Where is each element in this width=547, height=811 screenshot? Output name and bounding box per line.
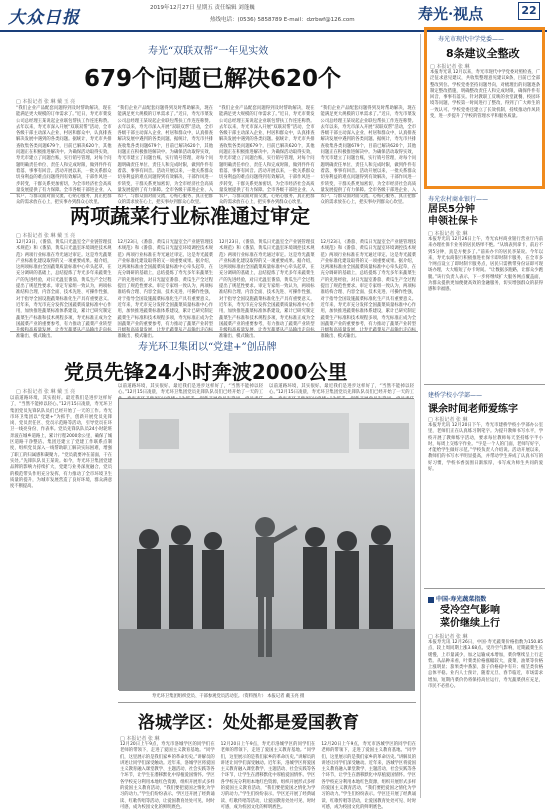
story4-byline: □ 本报记者 张 琳 xyxy=(120,736,160,742)
newspaper-logo: 大众日报 xyxy=(8,8,80,28)
story1-column: “我们企业产品配套问题得到及时帮助解决，现在能满足更大规模的订单需求了。”近日，寿光市菜发公司总经理王某说起企业联包帮扶工作连连称赞。去年以来，寿光市深入开展“双联双帮”活动，全市各级干部主动深入企业、村居和群众中，认真排查解决发展中遇到的各类问题。据统计，寿光市共排查收集各类问题679个，目前已解决620个，其他问题正在积极推进解决中。为确保活动取得实效，寿光市建立了问题台账，实行销号管理，对每个问题明确责任单位、责任人和完成时限，做到件件有着落、事事有回音。活动开展以来，一批关系群众切身利益的难点问题得到有效解决，干部作风进一步转变，干群关系更加密切，为全市经济社会高质量发展提供了有力保障。全市各级干部进企业、入农户，与群众面对面交流，心贴心服务，真正把群众的需求放在心上，把实事办到群众心坎里。 xyxy=(117,106,213,206)
story4-column: 12月20日上午9点，寿光市洛城学区的同学们在老师的带领下，走进了爱国主义教育基地。“同学们，这里展示的是我们家乡的革命历史。”讲解员的讲述让同学们深受触动。近年来，洛城学区将爱国主义教育融入课堂教学、主题活动、社会实践等各个环节，让学生在潜移默化中厚植爱国情怀。学区各学校充分利用本地红色资源，组织开展形式多样的爱国主义教育活动，“我们要把爱国之情化为学习的动力。”学生们纷纷表示。学区还开展了经典诵读、红歌传唱等活动，让爱国教育处处可见、时时可感，成为校园文化的鲜明底色。 xyxy=(220,742,316,810)
story3-column: 以前道路环境，其实很好。最近我们是进步这样好了，“当然不能掉以轻心。”12月15日凌晨，寿光环卫集团党员先锋队队员们已经开始了一天的工作。寿光市环卫集团以“党建+”为抓手，创新开展党员先锋岗、党员责任区、党员示范路等活动，引导党员在环卫一线亮身份、作表率。党员先锋队队员24小时轮班奔波在城乡道路上，累计行程2000余公里，确保了城区道路干净整洁。集团还建立了党建工作联系点制度，组织党员深入一线帮助职工解决实际困难，增强了职工的归属感和凝聚力。“党员就要冲在前面，干在实处。”先锋队队员王某说。如今，寿光环卫集团党建品牌的影响力持续扩大，党建与业务深度融合，党员的模范带头作用充分发挥，有力推动了全市环境卫生质量的提升，为城市发展营造了良好环境，群众满意度不断提高。 xyxy=(10,396,112,490)
bullet-icon xyxy=(428,597,434,603)
story1-headline: 679个问题已解决620个 xyxy=(84,66,342,92)
story2-column: 12月23日，《番茄、黄瓜日光温室全产业链管理技术规范》和《番茄、黄瓜日光温室环境调控技术规范》两项行业标准在寿光通过审定。这是寿光蔬菜产业标准化建设取得的又一项重要成果。据介绍，这两项标准由全国蔬菜质量标准中心牵头起草，在充分调研的基础上，总结提炼了寿光多年来蔬菜生产的先进经验，对日光温室番茄、黄瓜生产全过程提出了规范性要求。审定专家组一致认为，两项标准结构合理、内容全面、技术先进、可操作性强，对于指导全国设施蔬菜标准化生产具有重要意义。近年来，寿光市充分发挥全国蔬菜质量标准中心作用，加快推进蔬菜标准体系建设，累计已研究制定蔬菜生产标准和技术规程多项，寿光标准正成为全国蔬菜产业的重要参考，有力推动了蔬菜产业转型 准输出、模式输出。 xyxy=(219,240,315,340)
story3-kicker: 寿光环卫集团以“党建+”创品牌 xyxy=(138,342,277,353)
section-title: 寿光·视点 xyxy=(418,5,484,23)
side4-headline: 受冷空气影响 菜价继续上行 xyxy=(440,605,500,629)
side1-byline: □ 本报记者 张 琳 xyxy=(430,64,470,70)
column-divider xyxy=(420,34,421,798)
divider xyxy=(424,384,545,385)
story4-headline: 洛城学区：处处都是爱国教育 xyxy=(138,713,359,733)
side4-kicker-text: 中国·寿光蔬菜指数 xyxy=(436,596,487,603)
story4-column: 12月20日上午9点，寿光市洛城学区的同学们在老师的带领下，走进了爱国主义教育基地。“同学们，这里展示的是我们家乡的革命历史。”讲解员的讲述让同学们深受触动。近年来，洛城学区将爱国主义教育融入课堂教学、主题活动、社会实践等各个环节，让学生在潜移默化中厚植爱国情怀。学区各学校充分利用本地红色资源，组织开展形式多样的爱国主义教育活动，“我们要把爱国之情化为学习的动力。”学生们纷纷表示。学区还开展了经典诵读、红歌传唱等活动，让爱国教育处处可见、时时可感，成为校园文化的鲜明底色。 xyxy=(120,742,215,810)
story2-column: 12月23日，《番茄、黄瓜日光温室全产业链管理技术规范》和《番茄、黄瓜日光温室环境调控技术规范》两项行业标准在寿光通过审定。这是寿光蔬菜产业标准化建设取得的又一项重要成果。据介绍，这两项标准由全国蔬菜质量标准中心牵头起草，在充分调研的基础上，总结提炼了寿光多年来蔬菜生产的先进经验，对日光温室番茄、黄瓜生产全过程提出了规范性要求。审定专家组一致认为，两项标准结构合理、内容全面、技术先进、可操作性强，对于指导全国设施蔬菜标准化生产具有重要意义。近年来，寿光市充分发挥全国蔬菜质量标准中心作用，加快推进蔬菜标准体系建设，累计已研究制定蔬菜生产标准和技术规程多项，寿光标准正成为全国蔬菜产业的重要参考，有力推动了蔬菜产业转型 准输出、模式输出。 xyxy=(320,240,416,340)
photo-caption: 寿光环卫集团组织党员、干部参观党员活动室。（资料图片） 本报记者 戴玉亮 摄 xyxy=(152,694,305,699)
story2-byline: □ 本报记者 张 琳 戴 玉 亮 xyxy=(16,233,76,239)
side2-body: 本报寿光讯 12月26日上午，寿光农村商业银行营业厅内前来办理社保卡业务的居民络绎不绝。“从填表到拿卡，前后不到5分钟，真是方便多了。”前来办卡的居民李某说。今年以来，寿光农商银行积极推进社保卡即时制卡服务，在全市多个网点设立了即时制卡服务点，居民只需携带身份证即可现场办理，大大缩短了办卡时间。“让数据多跑路，让群众少跑腿。”该行负责人表示，下一步将继续扩大服务网点覆盖面，为群众提供更加便捷高效的金融服务，切实增强群众的获得感和幸福感。 xyxy=(428,237,543,293)
story4-body xyxy=(120,742,417,810)
side2-kicker: 寿光农村商业银行—— xyxy=(428,196,489,203)
story2-headline: 两项蔬菜行业标准通过审定 xyxy=(70,204,310,228)
side3-kicker: 建桥学校小学部—— xyxy=(428,392,483,399)
story2-body xyxy=(16,240,416,340)
story1-column: “我们企业产品配套问题得到及时帮助解决，现在能满足更大规模的订单需求了。”近日，寿光市菜发公司总经理王某说起企业联包帮扶工作连连称赞。去年以来，寿光市深入开展“双联双帮”活动，全市各级干部主动深入企业、村居和群众中，认真排查解决发展中遇到的各类问题。据统计，寿光市共排查收集各类问题679个，目前已解决620个，其他问题正在积极推进解决中。为确保活动取得实效，寿光市建立了问题台账，实行销号管理，对每个问题明确责任单位、责任人和完成时限，做到件件有着落、事事有回音。活动开展以来，一批关系群众切身利益的难点问题得到有效解决，干部作风进一步转变，干群关系更加密切，为全市经济社会高质量发展提供了有力保障。全市各级干部进企业、入农户，与群众面对面交流，心贴心服务，真正把群众的需求放在心上，把实事办到群众心坎里。 xyxy=(320,106,416,206)
divider xyxy=(424,588,545,589)
side4-kicker xyxy=(428,594,486,603)
story1-byline: □ 本报记者 张 琳 戴 玉 亮 xyxy=(16,99,76,105)
side1-headline: 8条建议全整改 xyxy=(446,47,520,60)
side4-body: 本报寿光讯 12月26日，中国·寿光蔬菜价格指数为150.85点，较上周同期上涨3.68点。受冷空气影响，近期蔬菜生长缓慢，上市量减少，加之运输成本增加，菜价继续呈上行走势。从品种来看，叶菜类价格涨幅较大，菠菜、油菜等价格上涨明显；茄果类中番茄、茄子价格稳中有升；根茎类价格总体平稳。业内人士预计，随着元旦、春节临近，市场需求增加，短期内菜价仍将保持高位运行，寿光蔬菜供应充足，市民不必担心。 xyxy=(428,640,543,690)
story4-column: 12月20日上午9点，寿光市洛城学区的同学们在老师的带领下，走进了爱国主义教育基地。“同学们，这里展示的是我们家乡的革命历史。”讲解员的讲述让同学们深受触动。近年来，洛城学区将爱国主义教育融入课堂教学、主题活动、社会实践等各个环节，让学生在潜移默化中厚植爱国情怀。学区各学校充分利用本地红色资源，组织开展形式多样的爱国主义教育活动，“我们要把爱国之情化为学习的动力。”学生们纷纷表示。学区还开展了经典诵读、红歌传唱等活动，让爱国教育处处可见、时时可感，成为校园文化的鲜明底色。 xyxy=(321,742,417,810)
divider xyxy=(118,702,416,703)
side3-byline: □ 本报记者 张 琳 xyxy=(428,417,468,423)
side1-body: 本报寿光讯 12月以来，寿光市现代中学党委对照检查，广泛征求意见建议，共收集整理意见建议8条，目前已全部整改到位。学校党委坚持问题导向，对梳理出的问题逐条制定整改措施，明确整改责任人和完成时限，确保件件有回音、事事有落实。针对教职工反映的食堂就餐、校园环境等问题，学校第一时间进行了整改，得到了广大师生的一致认可。学校党委还建立了长效机制，持续推动作风转变，进一步提升了学校的管理水平和服务质量。 xyxy=(430,70,540,120)
story3-body-left xyxy=(10,396,112,804)
story2-column: 12月23日，《番茄、黄瓜日光温室全产业链管理技术规范》和《番茄、黄瓜日光温室环境调控技术规范》两项行业标准在寿光通过审定。这是寿光蔬菜产业标准化建设取得的又一项重要成果。据介绍，这两项标准由全国蔬菜质量标准中心牵头起草，在充分调研的基础上，总结提炼了寿光多年来蔬菜生产的先进经验，对日光温室番茄、黄瓜生产全过程提出了规范性要求。审定专家组一致认为，两项标准结构合理、内容全面、技术先进、可操作性强，对于指导全国设施蔬菜标准化生产具有重要意义。近年来，寿光市充分发挥全国蔬菜质量标准中心作用，加快推进蔬菜标准体系建设，累计已研究制定蔬菜生产标准和技术规程多项，寿光标准正成为全国蔬菜产业的重要参考，有力推动了蔬菜产业转型 准输出、模式输出。 xyxy=(16,240,112,340)
story3-body-top xyxy=(118,384,414,396)
page-number: 22 xyxy=(518,2,540,20)
divider xyxy=(10,193,418,194)
story1-column: “我们企业产品配套问题得到及时帮助解决，现在能满足更大规模的订单需求了。”近日，寿光市菜发公司总经理王某说起企业联包帮扶工作连连称赞。去年以来，寿光市深入开展“双联双帮”活动，全市各级干部主动深入企业、村居和群众中，认真排查解决发展中遇到的各类问题。据统计，寿光市共排查收集各类问题679个，目前已解决620个，其他问题正在积极推进解决中。为确保活动取得实效，寿光市建立了问题台账，实行销号管理，对每个问题明确责任单位、责任人和完成时限，做到件件有着落、事事有回音。活动开展以来，一批关系群众切身利益的难点问题得到有效解决，干部作风进一步转变，干群关系更加密切，为全市经济社会高质量发展提供了有力保障。全市各级干部进企业、入农户，与群众面对面交流，心贴心服务，真正把群众的需求放在心上，把实事办到群众心坎里。 xyxy=(16,106,112,206)
story3-byline: □ 本报记者 张 琳 戴 玉 亮 xyxy=(16,389,76,395)
side2-headline: 居民5分钟 申领社保卡 xyxy=(428,204,478,227)
side3-headline: 课余时间老师爱练字 xyxy=(428,404,518,415)
story3-column: 以前道路环境，其实很好。最近我们是进步这样好了，“当然不能掉以轻心。”12月15日凌晨，寿光环卫集团党员先锋队队员们已经开始了一天的工 xyxy=(118,384,263,396)
news-photo xyxy=(118,398,414,690)
side3-body: 本报寿光讯 12月20日下午，寿光市建桥学校小学部办公室里，老师们正在认真练习钢笔字。为提升教师书写水平，学校开展了教师练字活动，要求每位教师每天坚持练字半小时，每周上交练字作业。“字是一个人的门面，老师写好字，才能给学生做好示范。”学校负责人介绍说。活动开展以来，教师们的书写水平明显提高，并带动学生养成了认真书写的好习惯，学校书香氛围日渐浓厚，书写成为师生共同的爱好。 xyxy=(428,423,543,473)
story2-column: 12月23日，《番茄、黄瓜日光温室全产业链管理技术规范》和《番茄、黄瓜日光温室环境调控技术规范》两项行业标准在寿光通过审定。这是寿光蔬菜产业标准化建设取得的又一项重要成果。据介绍，这两项标准由全国蔬菜质量标准中心牵头起草，在充分调研的基础上，总结提炼了寿光多年来蔬菜生产的先进经验，对日光温室番茄、黄瓜生产全过程提出了规范性要求。审定专家组一致认为，两项标准结构合理、内容全面、技术先进、可操作性强，对于指导全国设施蔬菜标准化生产具有重要意义。近年来，寿光市充分发挥全国蔬菜质量标准中心作用，加快推进蔬菜标准体系建设，累计已研究制定蔬菜生产标准和技术规程多项，寿光标准正成为全国蔬菜产业的重要参考，有力推动了蔬菜产业转型 准输出、模式输出。 xyxy=(117,240,213,340)
story3-headline: 党员先锋24小时奔波2000公里 xyxy=(64,360,348,384)
side2-byline: □ 本报记者 张 琳 xyxy=(428,231,468,237)
story1-body xyxy=(16,106,416,206)
divider xyxy=(10,331,418,332)
side1-kicker: 寿光市现代中学党委—— xyxy=(438,36,505,43)
photo-illustration xyxy=(119,399,415,691)
story1-kicker: 寿光“双联双帮”一年见实效 xyxy=(148,46,269,57)
story3-column: 以前道路环境，其实很好。最近我们是进步这样好了，“当然不能掉以轻心。”12月15日凌晨，寿光环卫集团党员先锋队队员们已经开始了一天的工 xyxy=(269,384,414,396)
story1-column: “我们企业产品配套问题得到及时帮助解决，现在能满足更大规模的订单需求了。”近日，寿光市菜发公司总经理王某说起企业联包帮扶工作连连称赞。去年以来，寿光市深入开展“双联双帮”活动，全市各级干部主动深入企业、村居和群众中，认真排查解决发展中遇到的各类问题。据统计，寿光市共排查收集各类问题679个，目前已解决620个，其他问题正在积极推进解决中。为确保活动取得实效，寿光市建立了问题台账，实行销号管理，对每个问题明确责任单位、责任人和完成时限，做到件件有着落、事事有回音。活动开展以来，一批关系群众切身利益的难点问题得到有效解决，干部作风进一步转变，干群关系更加密切，为全市经济社会高质量发展提供了有力保障。全市各级干部进企业、入农户，与群众面对面交流，心贴心服务，真正把群众的需求放在心上，把实事办到群众心坎里。 xyxy=(219,106,315,206)
issue-info: 2019年12月27日 星期五 责任编辑 刘蓬巍 xyxy=(150,5,255,11)
side4-byline: □ 本报记者 张 琳 xyxy=(428,634,468,640)
hotline-info: 热线电话：(0536) 5858789 E-mail：dzrbwf@126.com xyxy=(210,17,355,23)
